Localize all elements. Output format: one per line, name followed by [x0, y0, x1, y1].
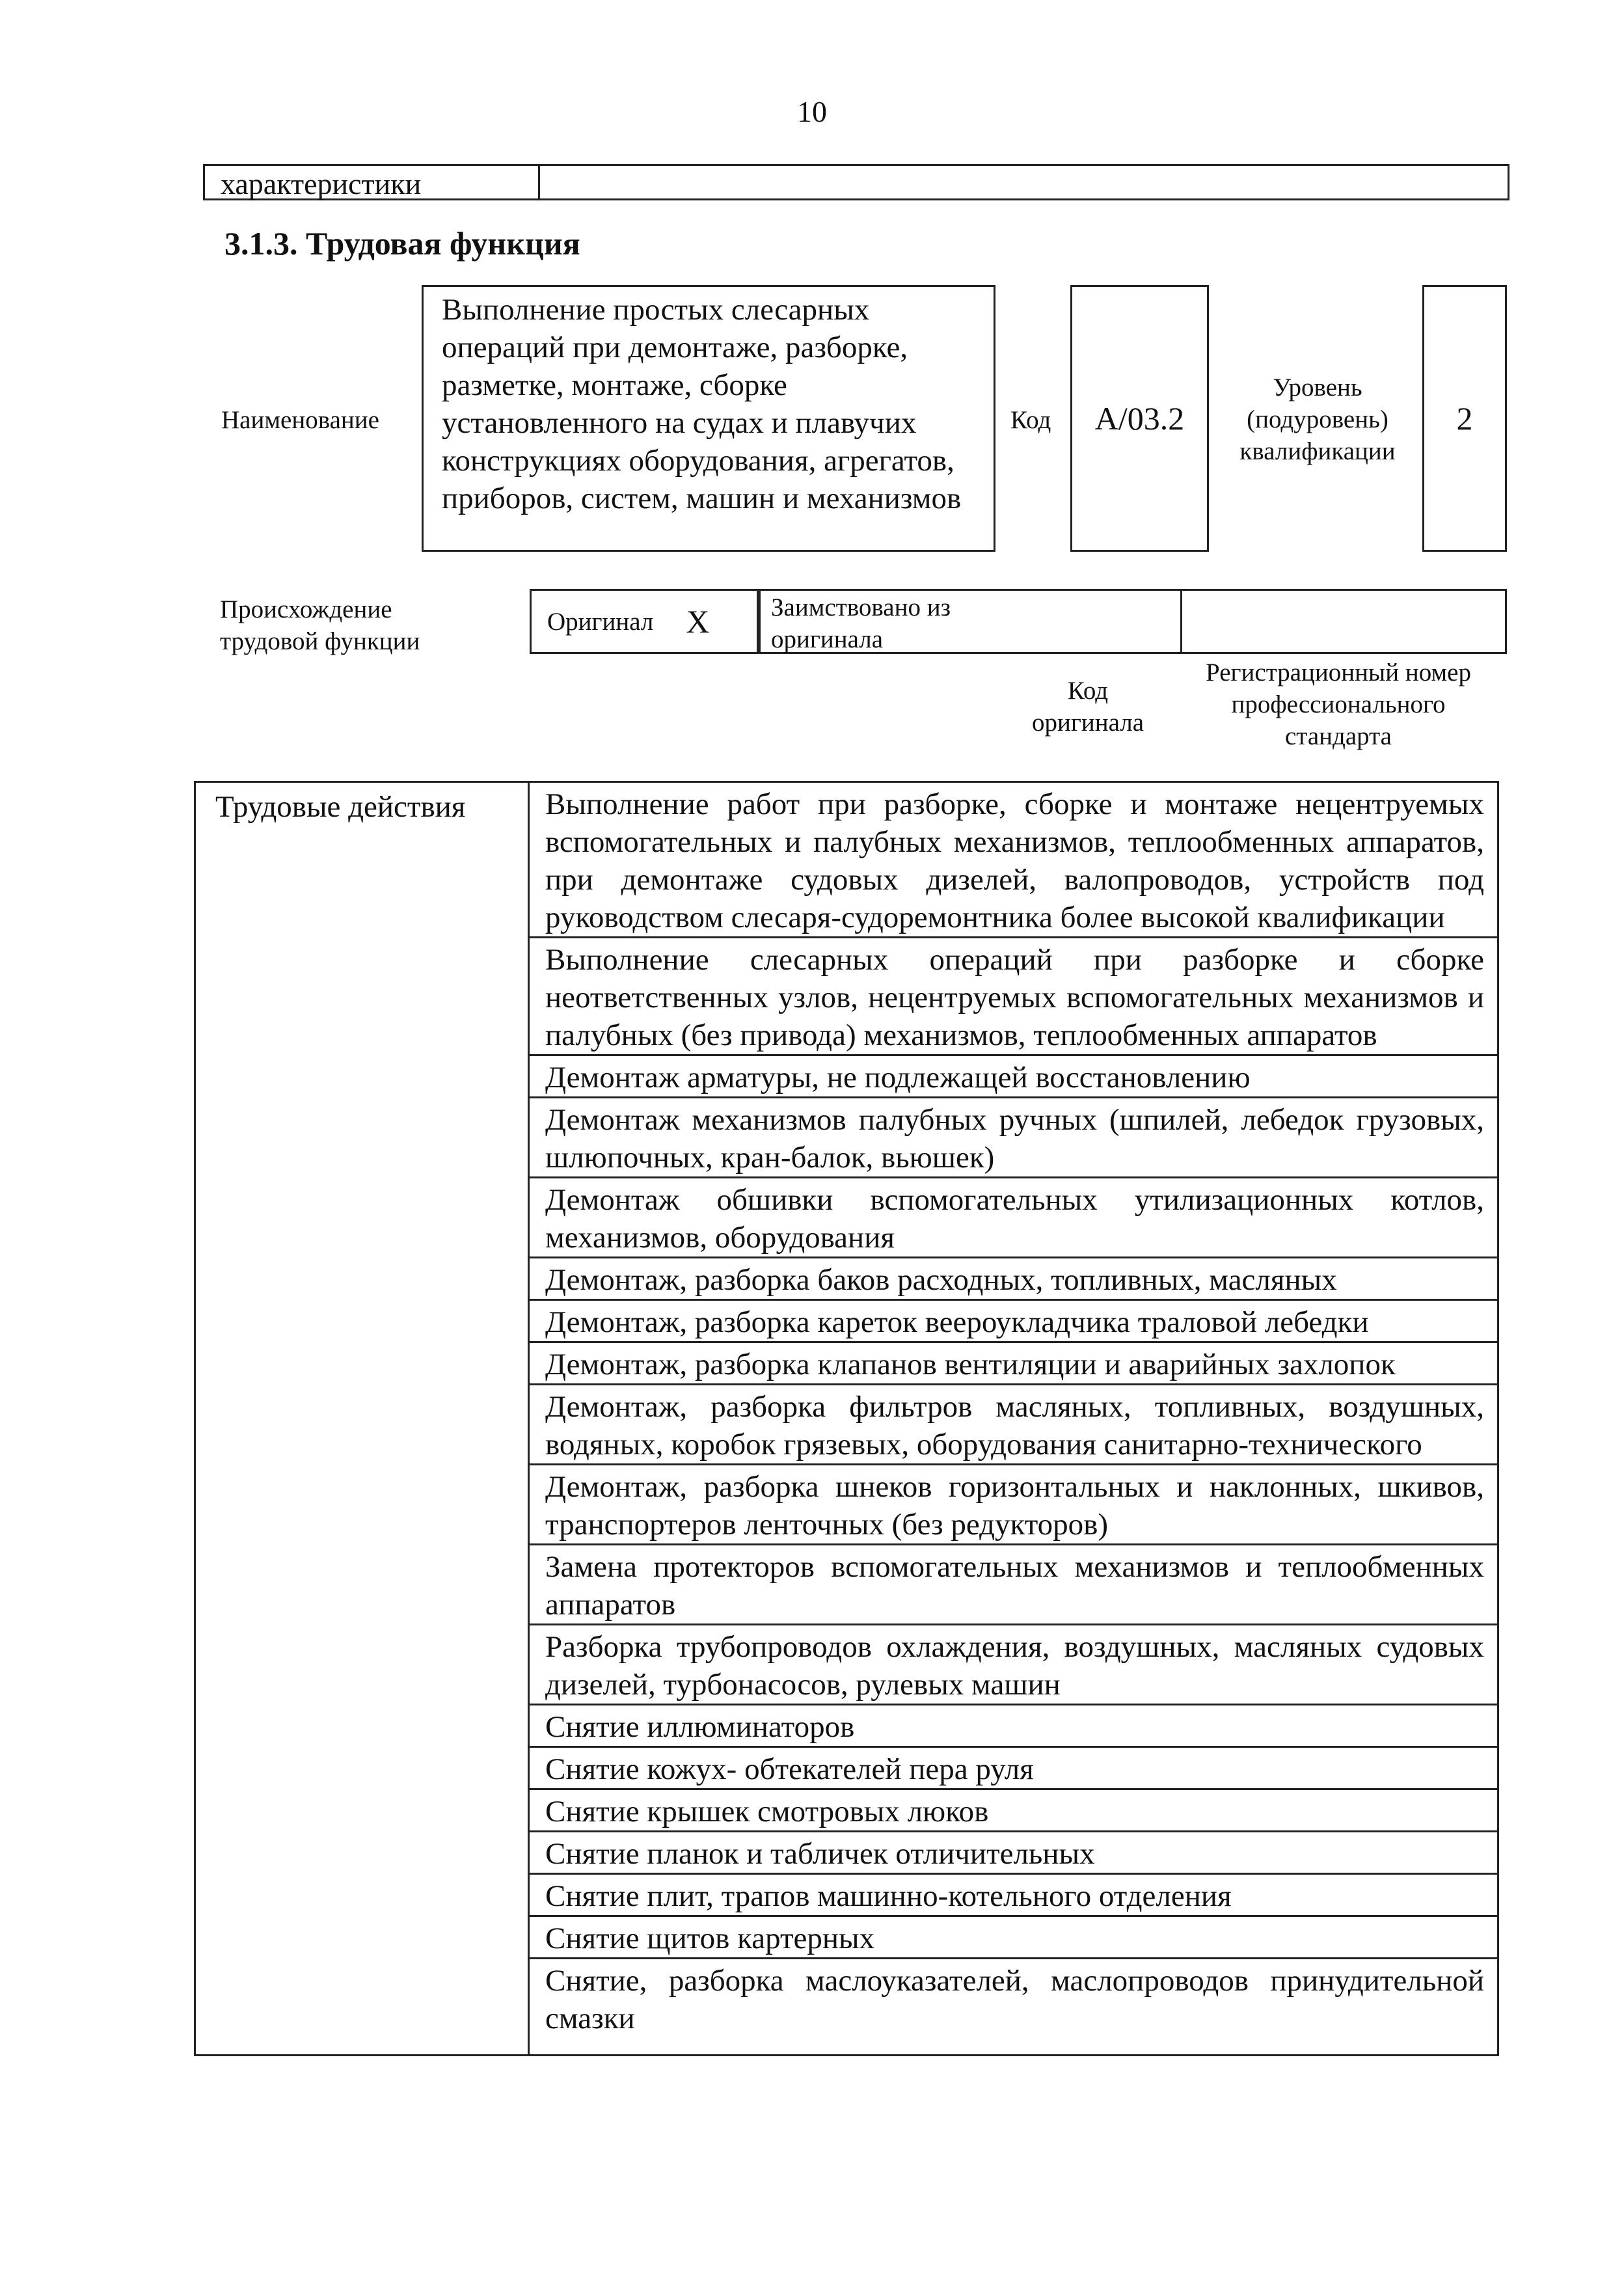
function-name: Выполнение простых слесарных операций при демонтаже, разборке, разметке, монтаже, сборке установленного на судах и плавучих конструкциях оборудования, агрегатов, приборов, систем, машин и механизмов	[422, 285, 995, 552]
section-heading: 3.1.3. Трудовая функция	[224, 225, 580, 262]
action-item: Замена протекторов вспомогательных механизмов и теплообменных аппаратов	[530, 1545, 1497, 1625]
origin-code-cell	[997, 591, 1182, 652]
action-item: Выполнение работ при разборке, сборке и монтаже нецентруемых вспомогательных и палубных механизмов, теплообменных аппаратов, при демонтаже судовых дизелей, валопроводов, устройств под руководством слесаря-судоремонтника более высокой квалификации	[530, 783, 1497, 938]
origin-table	[530, 589, 1507, 654]
action-item: Демонтаж, разборка баков расходных, топливных, масляных	[530, 1258, 1497, 1301]
prev-table-label: характеристики	[205, 166, 540, 198]
action-item: Демонтаж арматуры, не подлежащей восстановлению	[530, 1056, 1497, 1098]
code-original-text: Код оригинала	[1031, 677, 1144, 737]
level-label: Уровень (подуровень) квалификации	[1239, 374, 1396, 465]
function-code: A/03.2	[1070, 285, 1209, 552]
action-item: Демонтаж, разборка шнеков горизонтальных и наклонных, шкивов, транспортеров ленточных (без редукторов)	[530, 1465, 1497, 1545]
code-label: Код	[1010, 406, 1051, 434]
page-number: 10	[797, 95, 827, 128]
name-label: Наименование	[221, 406, 379, 434]
action-item: Разборка трубопроводов охлаждения, воздушных, масляных судовых дизелей, турбонасосов, рулевых машин	[530, 1625, 1497, 1705]
action-item: Демонтаж, разборка кареток веероукладчика траловой лебедки	[530, 1301, 1497, 1343]
action-item: Снятие крышек смотровых люков	[530, 1790, 1497, 1832]
action-item: Снятие, разборка маслоуказателей, маслопроводов принудительной смазки	[545, 1964, 1484, 2035]
action-item: Снятие плит, трапов машинно-котельного отделения	[530, 1875, 1497, 1917]
origin-divider	[757, 589, 759, 654]
original-label: Оригинал	[547, 607, 654, 636]
action-item: Снятие планок и табличек отличительных	[530, 1832, 1497, 1875]
qualification-level: 2	[1422, 285, 1507, 552]
action-item: Выполнение слесарных операций при разборке и сборке неответственных узлов, нецентруемых вспомогательных механизмов и палубных (без привода) механизмов, теплообменных аппаратов	[530, 938, 1497, 1056]
actions-list	[530, 783, 1497, 2037]
origin-reg-number-cell	[1182, 591, 1507, 652]
action-item: Снятие кожух- обтекателей пера руля	[530, 1748, 1497, 1790]
action-item: Демонтаж, разборка фильтров масляных, топливных, воздушных, водяных, коробок грязевых, оборудования санитарно-технического	[530, 1385, 1497, 1465]
labor-actions-table	[194, 781, 1499, 2056]
origin-label: Происхождение трудовой функции	[220, 595, 420, 655]
previous-table-fragment	[203, 164, 1509, 200]
original-mark: X	[686, 603, 710, 640]
actions-header: Трудовые действия	[196, 783, 530, 2054]
reg-number-text: Регистрационный номер профессионального стандарта	[1206, 659, 1471, 750]
action-item: Демонтаж, разборка клапанов вентиляции и аварийных захлопок	[530, 1343, 1497, 1385]
action-item: Демонтаж механизмов палубных ручных (шпилей, лебедок грузовых, шлюпочных, кран-балок, вьюшек)	[530, 1098, 1497, 1178]
action-item: Снятие щитов картерных	[530, 1917, 1497, 1959]
action-item: Демонтаж обшивки вспомогательных утилизационных котлов, механизмов, оборудования	[530, 1178, 1497, 1258]
origin-original-cell	[532, 591, 761, 652]
action-item: Снятие иллюминаторов	[530, 1705, 1497, 1748]
borrowed-label: Заимствовано из оригинала	[771, 593, 951, 653]
